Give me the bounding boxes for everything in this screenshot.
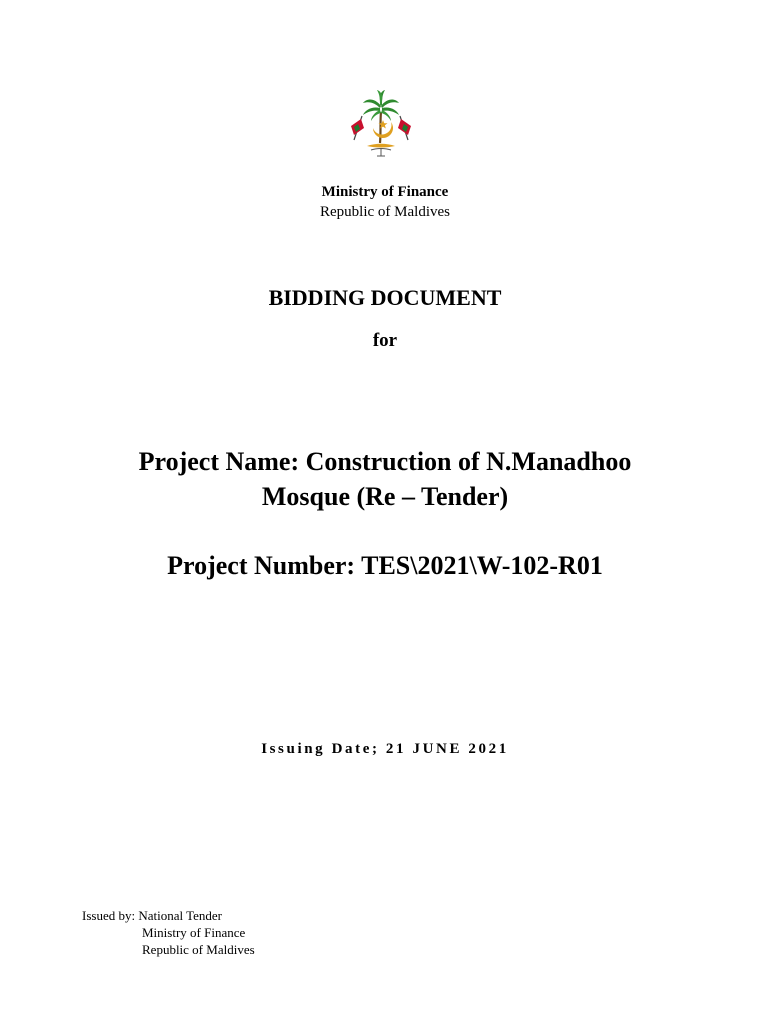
document-title: BIDDING DOCUMENT — [268, 285, 502, 310]
ministry-name: Ministry of Finance — [321, 184, 449, 200]
issuing-date: Issuing Date; 21 JUNE 2021 — [261, 741, 509, 757]
issued-by-line-2: Ministry of Finance — [142, 925, 246, 940]
for-label: for — [372, 330, 398, 351]
issued-by-block — [82, 907, 255, 958]
project-name-line-2: Mosque (Re – Tender) — [261, 482, 509, 511]
country-name: Republic of Maldives — [320, 204, 450, 220]
project-name — [0, 444, 770, 514]
project-number: Project Number: TES\2021\W-102-R01 — [167, 551, 603, 580]
issued-by-line-3: Republic of Maldives — [142, 942, 255, 957]
project-name-line-1: Project Name: Construction of N.Manadhoo — [138, 447, 632, 476]
issued-by-line-1: Issued by: National Tender — [82, 908, 223, 923]
maldives-state-emblem-icon — [345, 88, 417, 160]
